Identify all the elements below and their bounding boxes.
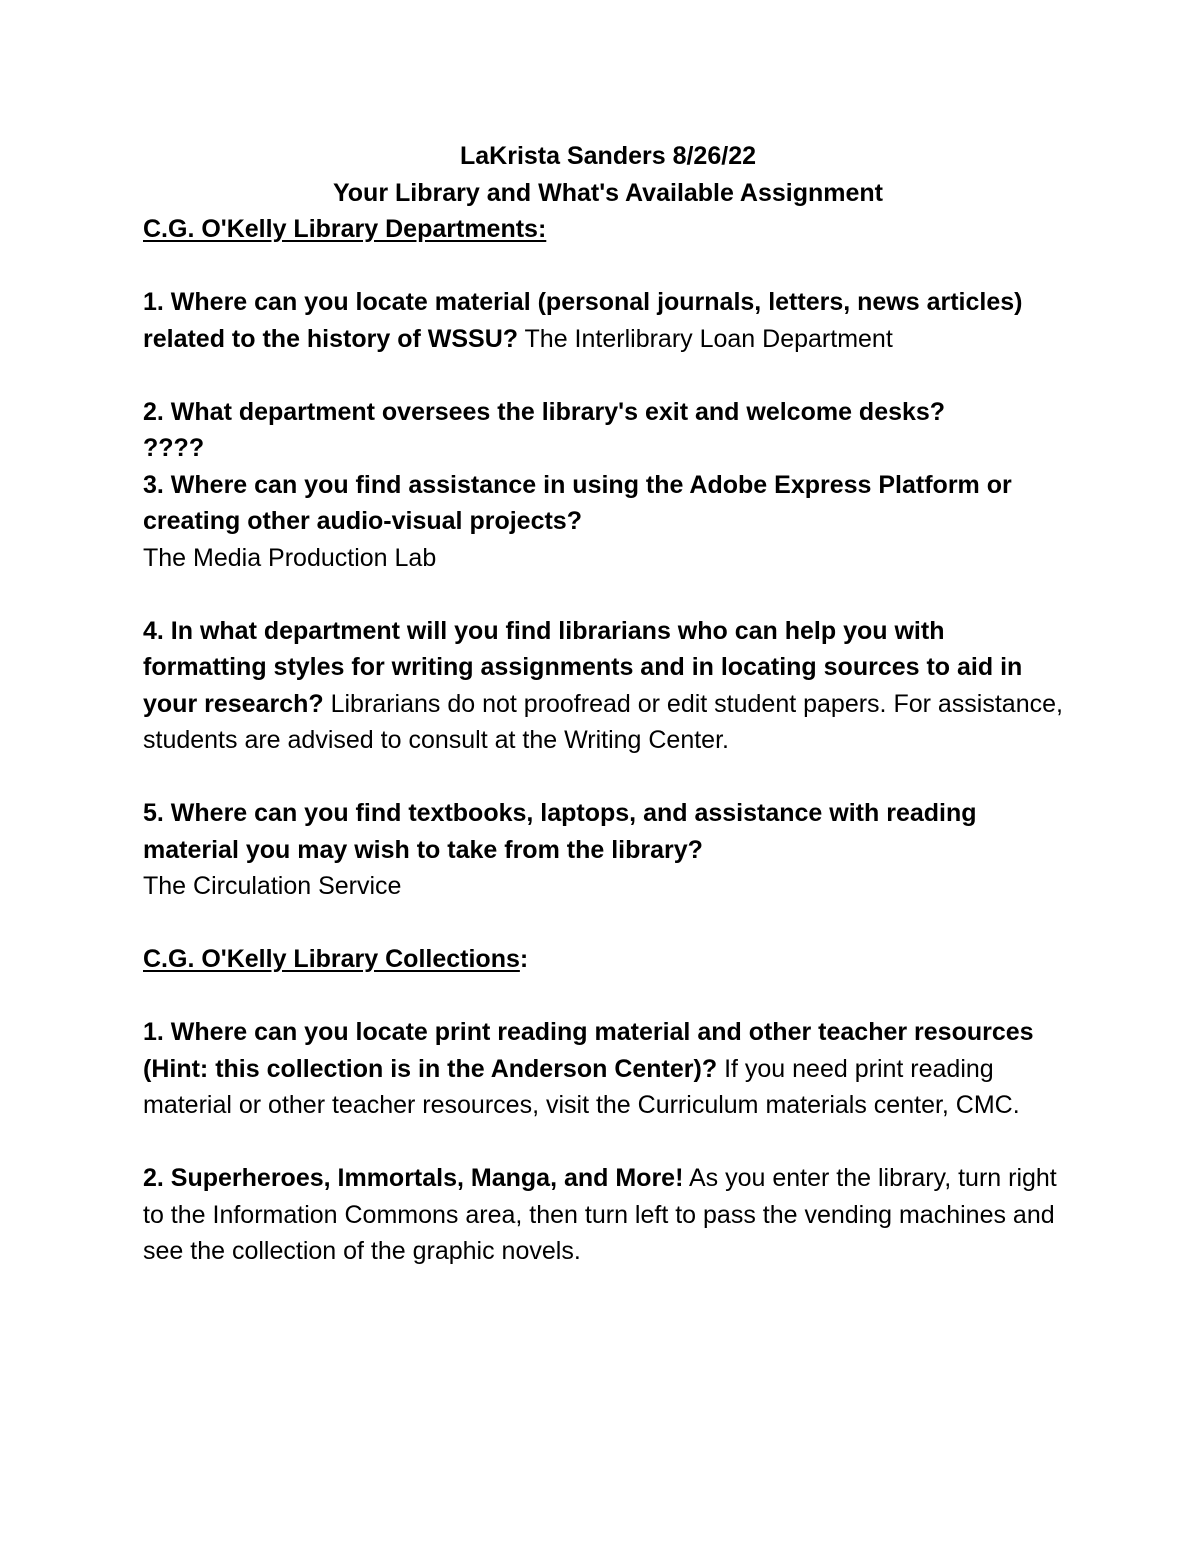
- collections-heading-text: C.G. O'Kelly Library Collections: [143, 945, 520, 973]
- departments-heading-text: C.G. O'Kelly Library Departments:: [143, 215, 547, 243]
- answer-text: As you enter the library, turn right to the Information Commons area, then turn left to pass the vending machines and see the collection of the graphic novels.: [143, 1164, 1057, 1265]
- spacer: [143, 978, 1073, 1015]
- question-text: 1. Where can you locate print reading material and other teacher resources (Hint: this collection is in the Anderson Center)?: [143, 1018, 1034, 1083]
- department-question-1: [143, 284, 1073, 357]
- document-title: Your Library and What's Available Assignment: [332, 178, 884, 207]
- department-question-5: [143, 795, 1073, 905]
- department-question-3: [143, 467, 1073, 577]
- department-question-4: [143, 613, 1073, 759]
- question-text: 5. Where can you find textbooks, laptops, and assistance with reading material you may wish to take from the library?: [143, 799, 977, 864]
- question-text: 2. Superheroes, Immortals, Manga, and More!: [143, 1164, 684, 1192]
- spacer: [143, 248, 1073, 285]
- question-text: 2. What department oversees the library's exit and welcome desks?: [143, 397, 946, 426]
- department-question-2: [143, 394, 1073, 467]
- answer-text: The Circulation Service: [143, 872, 402, 900]
- spacer: [143, 357, 1073, 394]
- answer-text: If you need print reading material or other teacher resources, visit the Curriculum materials center, CMC.: [143, 1054, 1020, 1119]
- collection-question-2: [143, 1160, 1073, 1270]
- collections-heading-colon: :: [519, 945, 529, 973]
- question-text: 1. Where can you locate material (personal journals, letters, news articles) related to the history of WSSU?: [143, 288, 1023, 353]
- document-body: [143, 138, 1073, 1270]
- spacer: [143, 576, 1073, 613]
- question-text: 4. In what department will you find librarians who can help you with formatting styles for writing assignments and in locating sources to aid in your research?: [143, 616, 1023, 718]
- answer-text: The Interlibrary Loan Department: [524, 324, 893, 353]
- collection-question-1: [143, 1014, 1073, 1124]
- spacer: [143, 905, 1073, 942]
- author-line: LaKrista Sanders 8/26/22: [460, 142, 756, 170]
- question-text: 3. Where can you find assistance in using the Adobe Express Platform or creating other audio-visual projects?: [143, 470, 1012, 535]
- spacer: [143, 1124, 1073, 1161]
- spacer: [143, 759, 1073, 796]
- departments-heading: [143, 211, 1073, 248]
- collections-heading: [143, 941, 1073, 978]
- answer-text: Librarians do not proofread or edit student papers. For assistance, students are advised to consult at the Writing Center.: [143, 689, 1063, 754]
- answer-text: ????: [143, 434, 205, 462]
- answer-text: The Media Production Lab: [143, 543, 437, 572]
